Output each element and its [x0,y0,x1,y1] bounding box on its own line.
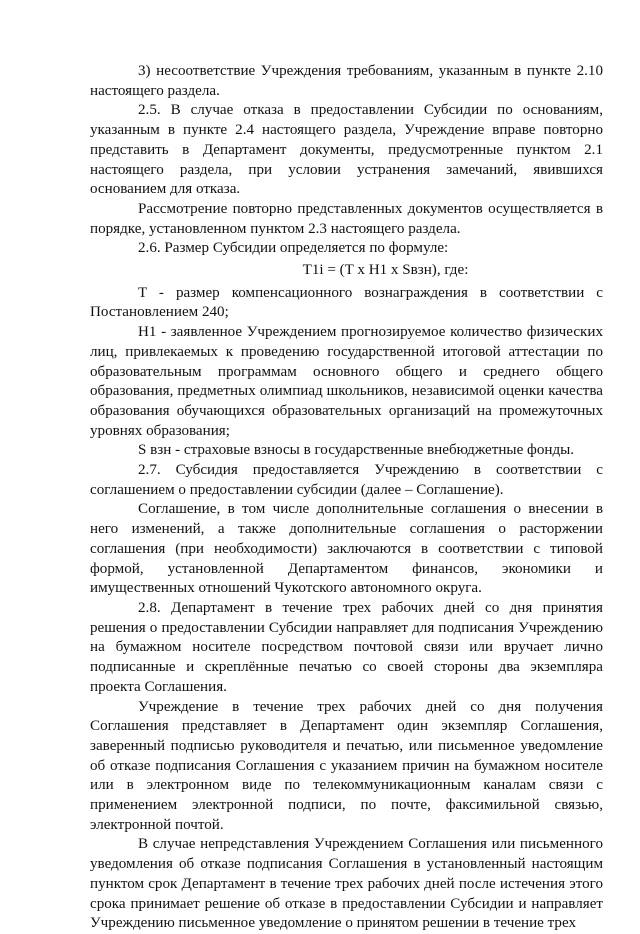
subsidy-formula: T1i = (T x H1 x Sвзн), где: [302,262,469,279]
paragraph-2-7: 2.7. Субсидия предоставляется Учреждению в соответствии с соглашением о предоставлении субсидии (далее – Соглашение). [90,462,603,498]
definition-t: T - размер компенсационного вознаграждения в соответствии с Постановлением 240; [90,284,603,321]
definition-s-vzn: S взн - страховые взносы в государственные внебюджетные фонды. [138,442,575,459]
definition-h1: H1 - заявленное Учреждением прогнозируемое количество физических лиц, привлекаемых к проведению государственной итоговой аттестации по образовательным программам основного общего и среднего общего образования, предметных олимпиад школьников, независимой оценки качества образования обучающихся образовательных организаций на промежуточных уровнях образования; [90,324,603,439]
paragraph-agreement: Соглашение, в том числе дополнительные соглашения о внесении в него изменений, а также дополнительные соглашения о расторжении соглашения (при необходимости) заключаются в соответствии с типовой формой, установленной Департаментом финансов, экономики и имущественных отношений Чукотского автономного округа. [90,501,603,597]
paragraph-2-5: 2.5. В случае отказа в предоставлении Субсидии по основаниям, указанным в пункте 2.4 настоящего раздела, Учреждение вправе повторно представить в Департамент документы, предусмотренные пунктом 2.1 настоящего раздела, при условии устранения замечаний, явившихся основанием для отказа. [90,102,603,198]
paragraph-resubmission: Рассмотрение повторно представленных документов осуществляется в порядке, установленном пунктом 2.3 настоящего раздела. [90,200,603,237]
paragraph-2-8: 2.8. Департамент в течение трех рабочих дней со дня принятия решения о предоставлении Субсидии направляет для подписания Учреждению на бумажном носителе посредством почтовой связи или вручает лично подписанные и скреплённые печатью со своей стороны два экземпляра проекта Соглашения. [90,599,603,695]
paragraph-institution-response: Учреждение в течение трех рабочих дней со дня получения Соглашения представляет в Департамент один экземпляр Соглашения, заверенный подписью руководителя и печатью, или письменное уведомление об отказе подписания Соглашения с указанием причин на бумажном носителе или в электронном виде по телекоммуникационным каналам связи с применением электронной подписи, по почте, факсимильной связью, электронной почтой. [90,698,603,833]
document-body [90,62,603,934]
paragraph-item-3: 3) несоответствие Учреждения требованиям, указанным в пункте 2.10 настоящего раздела. [90,63,603,99]
paragraph-non-submission: В случае непредставления Учреждением Соглашения или письменного уведомления об отказе подписания Соглашения в установленный настоящим пунктом срок Департамент в течение трех рабочих дней после истечения этого срока принимает решение об отказе в предоставлении Субсидии и направляет Учреждению письменное уведомление о принятом решении в течение трех [90,836,603,932]
paragraph-2-6: 2.6. Размер Субсидии определяется по формуле: [138,240,449,257]
